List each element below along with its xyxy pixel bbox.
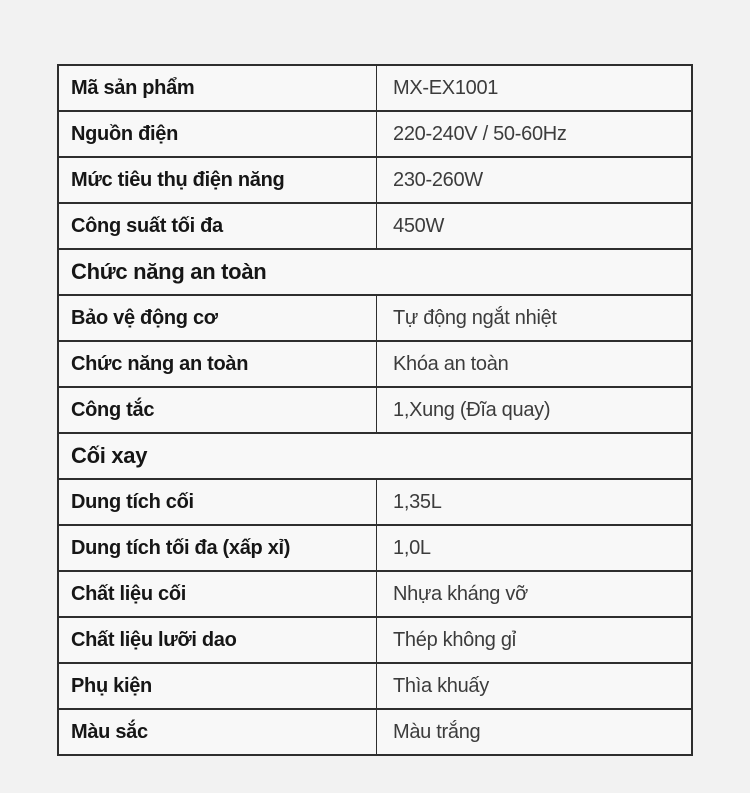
spec-value: Nhựa kháng vỡ	[393, 582, 528, 605]
spec-label: Màu sắc	[59, 710, 377, 754]
spec-row-safety-function	[59, 342, 691, 388]
spec-label: Công tắc	[59, 388, 377, 432]
spec-value: Thép không gỉ	[393, 628, 516, 651]
spec-row-max-power	[59, 204, 691, 250]
spec-row-jar-capacity	[59, 480, 691, 526]
spec-label: Chất liệu cối	[59, 572, 377, 616]
spec-value: MX-EX1001	[393, 76, 499, 99]
spec-value: 220-240V / 50-60Hz	[393, 122, 567, 145]
spec-label: Dung tích tối đa (xấp xỉ)	[59, 526, 377, 570]
spec-row-blade-material	[59, 618, 691, 664]
spec-row-accessories	[59, 664, 691, 710]
spec-value: Thìa khuấy	[393, 674, 489, 697]
section-header-safety: Chức năng an toàn	[59, 250, 691, 296]
spec-value: Tự động ngắt nhiệt	[393, 306, 557, 329]
spec-value: 230-260W	[393, 168, 483, 191]
spec-value: Khóa an toàn	[393, 352, 509, 375]
spec-row-product-code	[59, 66, 691, 112]
spec-value: 450W	[393, 214, 445, 237]
spec-label: Mã sản phẩm	[59, 66, 377, 110]
spec-label: Mức tiêu thụ điện năng	[59, 158, 377, 202]
spec-value: 1,0L	[393, 536, 431, 559]
spec-row-power-consumption	[59, 158, 691, 204]
spec-value: 1,Xung (Đĩa quay)	[393, 398, 551, 421]
section-header-jar: Cối xay	[59, 434, 691, 480]
spec-label: Nguồn điện	[59, 112, 377, 156]
spec-label: Công suất tối đa	[59, 204, 377, 248]
spec-row-power-source	[59, 112, 691, 158]
spec-label: Bảo vệ động cơ	[59, 296, 377, 340]
spec-row-max-capacity	[59, 526, 691, 572]
spec-row-jar-material	[59, 572, 691, 618]
spec-label: Dung tích cối	[59, 480, 377, 524]
spec-label: Chất liệu lưỡi dao	[59, 618, 377, 662]
spec-table	[57, 64, 693, 756]
spec-label: Phụ kiện	[59, 664, 377, 708]
spec-row-switch	[59, 388, 691, 434]
spec-row-color	[59, 710, 691, 754]
spec-row-motor-protection	[59, 296, 691, 342]
spec-value: Màu trắng	[393, 720, 481, 743]
spec-value: 1,35L	[393, 490, 442, 513]
spec-label: Chức năng an toàn	[59, 342, 377, 386]
